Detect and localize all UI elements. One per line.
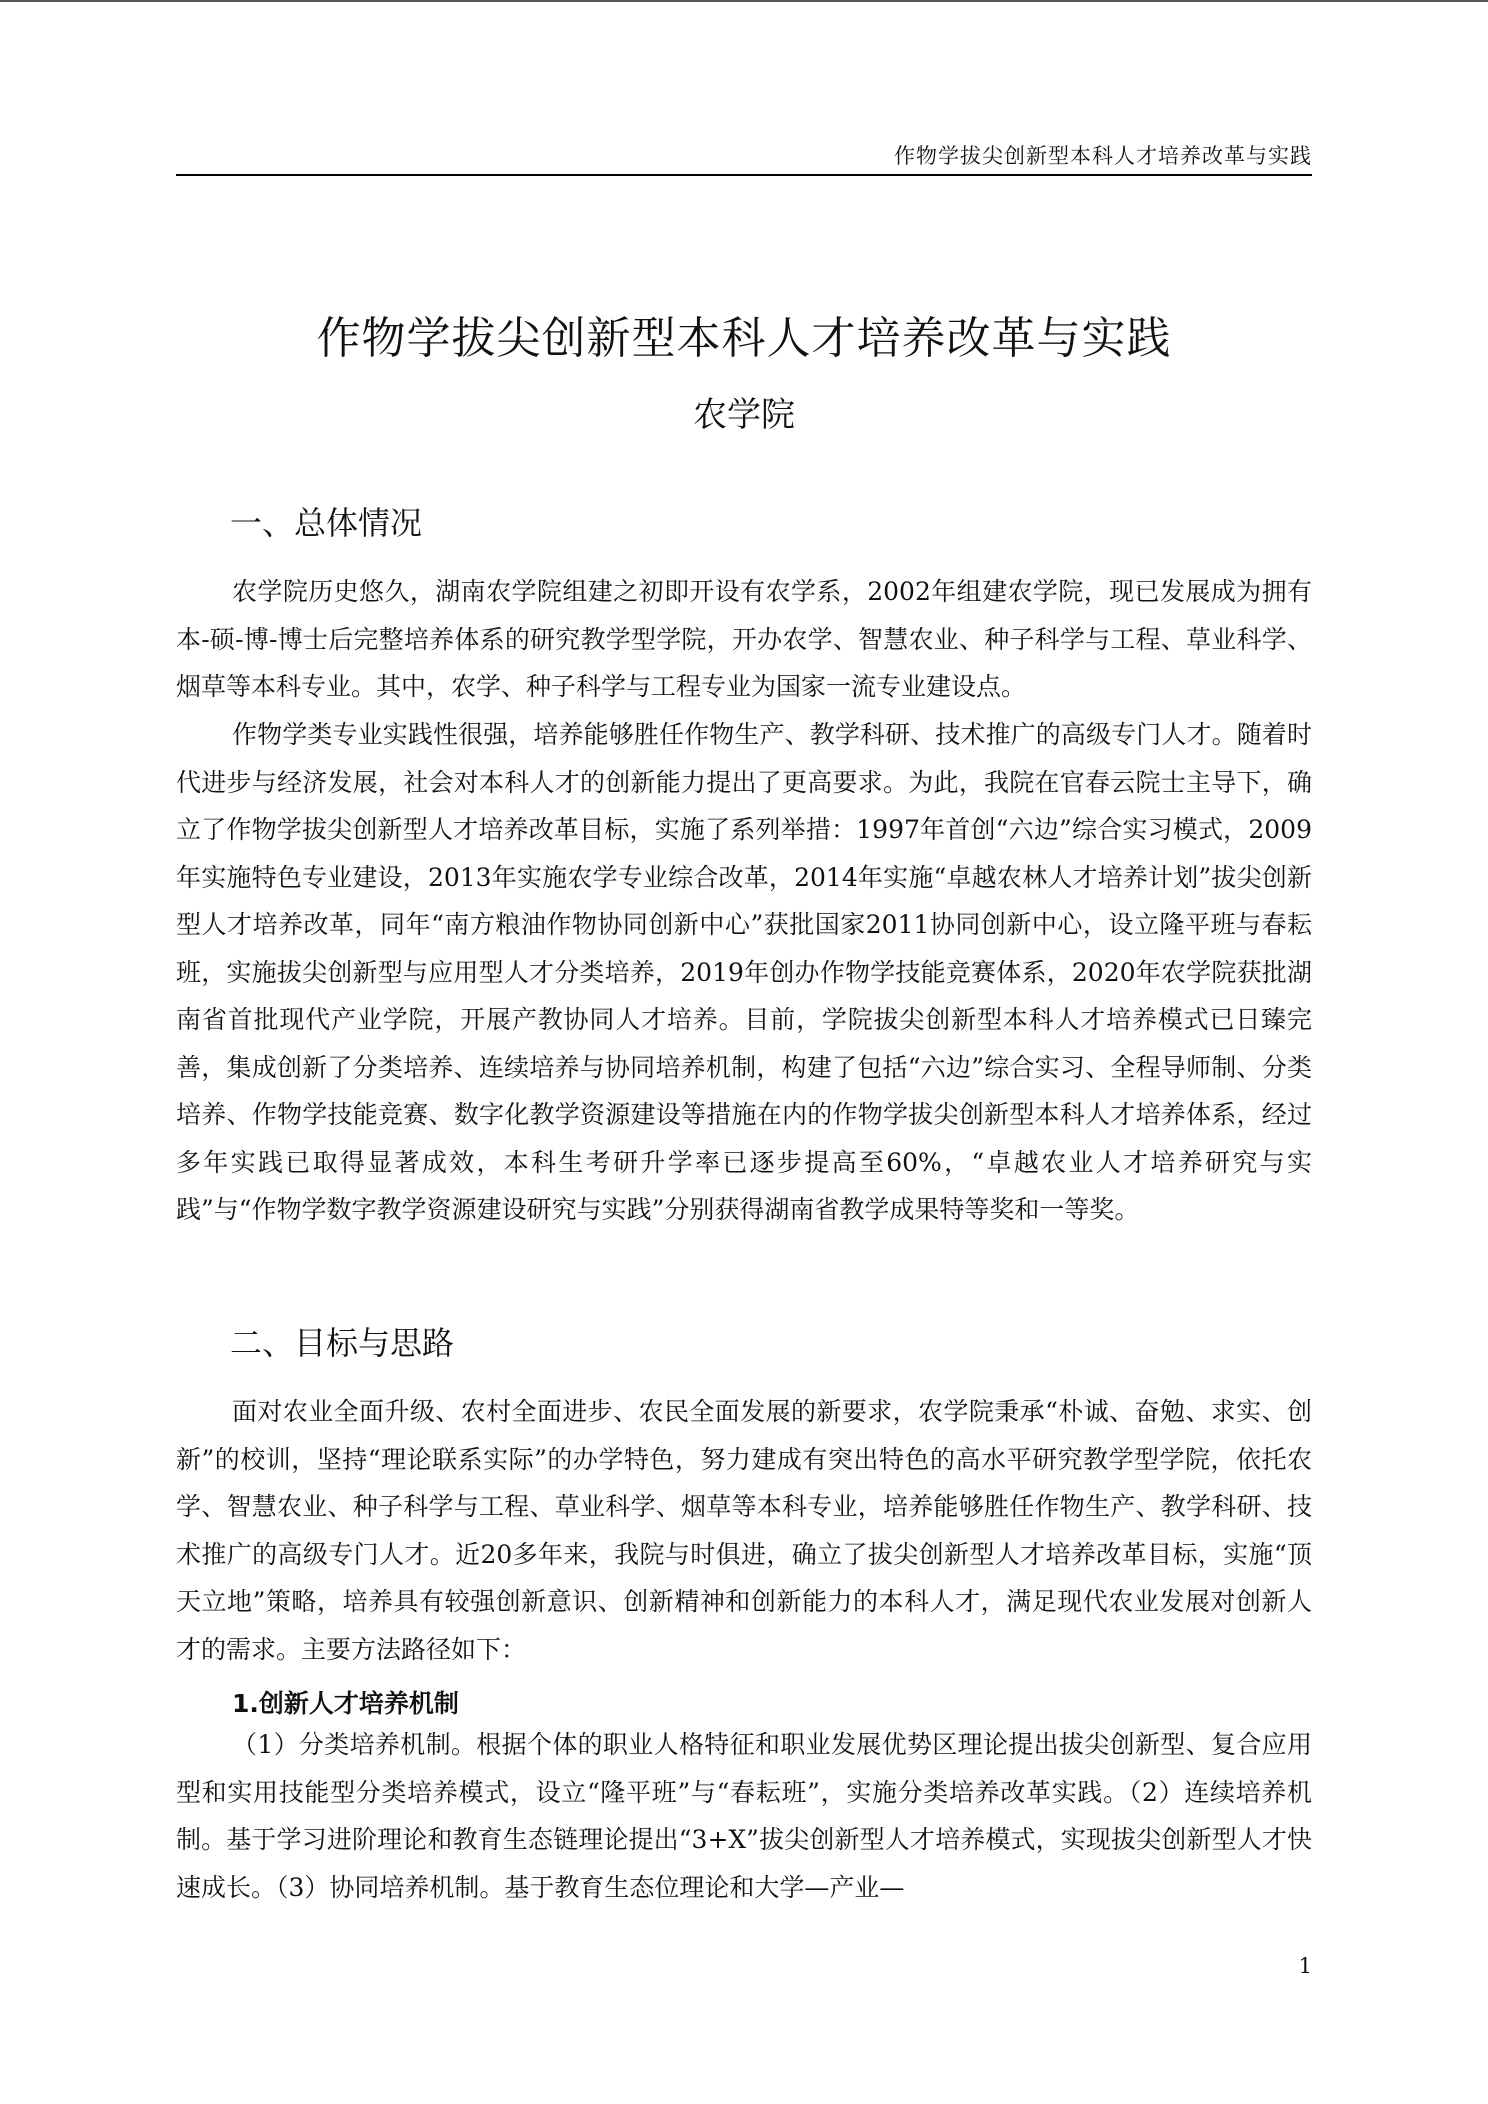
- document-title: 作物学拔尖创新型本科人才培养改革与实践: [316, 313, 1172, 364]
- running-header: 作物学拔尖创新型本科人才培养改革与实践: [894, 144, 1312, 168]
- section-heading-overview: 一、总体情况: [230, 504, 423, 542]
- header-rule: [176, 174, 1312, 176]
- paragraph-mechanism: （1）分类培养机制。根据个体的职业人格特征和职业发展优势区理论提出拔尖创新型、复合应用型和实用技能型分类培养模式，设立“隆平班”与“春耘班”，实施分类培养改革实践。（2）连续培养机制。基于学习进阶理论和教育生态链理论提出“3+X”拔尖创新型人才培养模式，实现拔尖创新型人才快速成长。（3）协同培养机制。基于教育生态位理论和大学—产业—: [176, 1730, 1312, 1902]
- paragraph-overview-1: 农学院历史悠久，湖南农学院组建之初即开设有农学系，2002年组建农学院，现已发展成为拥有本-硕-博-博士后完整培养体系的研究教学型学院，开办农学、智慧农业、种子科学与工程、草业科学、烟草等本科专业。其中，农学、种子科学与工程专业为国家一流专业建设点。: [176, 577, 1312, 701]
- section-heading-goals: 二、目标与思路: [230, 1324, 455, 1362]
- paragraph-overview-2: 作物学类专业实践性很强，培养能够胜任作物生产、教学科研、技术推广的高级专门人才。随着时代进步与经济发展，社会对本科人才的创新能力提出了更高要求。为此，我院在官春云院士主导下，确立了作物学拔尖创新型人才培养改革目标，实施了系列举措：1997年首创“六边”综合实习模式，2009年实施特色专业建设，2013年实施农学专业综合改革，2014年实施“卓越农林人才培养计划”拔尖创新型人才培养改革，同年“南方粮油作物协同创新中心”获批国家2011协同创新中心，设立隆平班与春耘班，实施拔尖创新型与应用型人才分类培养，2019年创办作物学技能竞赛体系，2020年农学院获批湖南省首批现代产业学院，开展产教协同人才培养。目前，学院拔尖创新型本科人才培养模式已日臻完善，集成创新了分类培养、连续培养与协同培养机制，构建了包括“六边”综合实习、全程导师制、分类培养、作物学技能竞赛、数字化教学资源建设等措施在内的作物学拔尖创新型本科人才培养体系，经过多年实践已取得显著成效，本科生考研升学率已逐步提高至60%，“卓越农业人才培养研究与实践”与“作物学数字教学资源建设研究与实践”分别获得湖南省教学成果特等奖和一等奖。: [176, 720, 1312, 1224]
- page-number: 1: [1298, 1954, 1312, 1978]
- subheading-mechanism: 1.创新人才培养机制: [232, 1689, 459, 1718]
- paragraph-goals-1: 面对农业全面升级、农村全面进步、农民全面发展的新要求，农学院秉承“朴诚、奋勉、求实、创新”的校训，坚持“理论联系实际”的办学特色，努力建成有突出特色的高水平研究教学型学院，依托农学、智慧农业、种子科学与工程、草业科学、烟草等本科专业，培养能够胜任作物生产、教学科研、技术推广的高级专门人才。近20多年来，我院与时俱进，确立了拔尖创新型人才培养改革目标，实施“顶天立地”策略，培养具有较强创新意识、创新精神和创新能力的本科人才，满足现代农业发展对创新人才的需求。主要方法路径如下：: [176, 1397, 1312, 1664]
- author-line: 农学院: [693, 395, 795, 435]
